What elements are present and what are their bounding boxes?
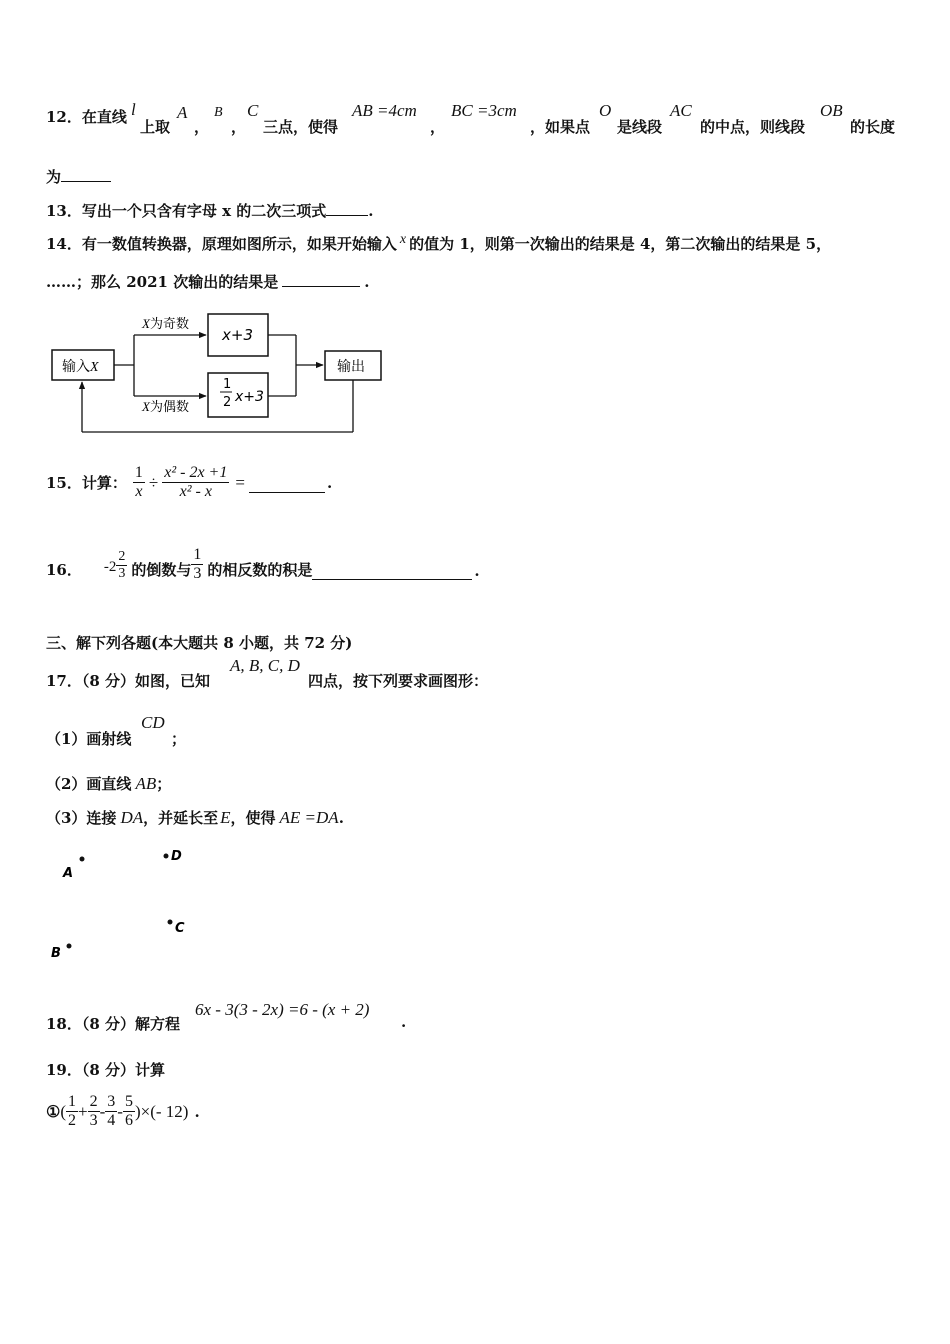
q14-var-x: x — [399, 232, 407, 247]
q12-text-three: 三点，使得 — [263, 118, 339, 136]
point-d-dot — [164, 854, 169, 859]
q16-whole: -2 — [103, 558, 117, 575]
q17-step1-var: CD — [141, 713, 165, 732]
q17-head: 17．（8 分）如图，已知 — [46, 672, 211, 690]
q19-frac-c: $\frac{3}{4}$ — [107, 1093, 116, 1130]
even-expression: x+3 — [235, 389, 264, 405]
q12-text-length: 的长度 — [850, 118, 896, 136]
q19-frac-b: $\frac{2}{3}$ — [89, 1093, 98, 1130]
q12-line2: 为 — [46, 166, 111, 187]
q18: 18．（8 分）解方程 — [46, 1015, 181, 1033]
q12-text-then: 的中点，则线段 — [700, 118, 806, 136]
q12-var-B: B — [214, 105, 223, 120]
q12-ab-eq: AB =4cm — [352, 101, 417, 120]
q17-step1-end: ； — [171, 730, 187, 748]
q15-frac2: $\frac{\text{x² - 2x +1}}{\text{x² - x}}$ — [164, 464, 228, 501]
q13: 13．写出一个只含有字母 x 的二次三项式 . — [46, 202, 374, 220]
q17-tail: 四点，按下列要求画图形： — [308, 672, 489, 690]
q12-var-l: l — [131, 100, 136, 119]
q19-frac-d: $\frac{5}{6}$ — [124, 1093, 133, 1130]
q16-frac: $\frac{1}{3}$ — [193, 546, 202, 583]
q12-sep1: ， — [194, 118, 210, 136]
q12-line1: 12．在直线 — [46, 108, 127, 126]
q18-equation: 6x - 3(3 - 2x) =6 - (x + 2) — [195, 1000, 370, 1019]
q17-step3: （3）连接 DA，并延长至 E，使得 AE =DA. — [46, 808, 344, 827]
q17-step2: （2）画直线 AB； — [46, 774, 172, 793]
odd-condition: X为奇数 — [142, 316, 189, 332]
q12-text-on: 上取 — [140, 118, 171, 136]
q12-var-A: A — [177, 103, 188, 122]
q15-equals: = — [235, 472, 245, 492]
point-b-dot — [67, 944, 72, 949]
answer-blank[interactable] — [312, 565, 472, 580]
q19-part1: ① ( $\frac{1}{2}$ + $\frac{2}{3}$ - $\frac{3}{4}$ - $\frac{5}{6}$ )×(- 12) . — [46, 1093, 200, 1130]
q12-var-C: C — [247, 101, 259, 120]
output-label: 输出 — [337, 359, 365, 375]
q19-head: 19．（8 分）计算 — [46, 1061, 166, 1079]
even-box — [208, 373, 268, 417]
q17-step1: （1）画射线 — [46, 730, 132, 748]
even-frac-num: 1 — [223, 377, 232, 392]
q16: 16． -2 $\frac{2}{3}$ 的倒数与 $\frac{1}{3}$ 的相反数的积是 . — [46, 546, 480, 583]
q19-frac-a: $\frac{1}{2}$ — [68, 1093, 77, 1130]
q12-var-O: O — [599, 101, 612, 120]
even-condition: X为偶数 — [142, 399, 189, 415]
q15-div-op: ÷ — [148, 472, 159, 492]
answer-blank[interactable] — [249, 472, 325, 493]
q12-sep3: ， — [430, 118, 446, 136]
answer-blank[interactable] — [282, 272, 360, 287]
odd-box — [208, 314, 268, 356]
converter-diagram — [40, 300, 400, 440]
input-box — [52, 350, 114, 380]
odd-expression: x+3 — [222, 326, 253, 344]
q12-var-AC: AC — [670, 101, 692, 120]
point-b-label: B — [51, 946, 61, 961]
point-d-label: D — [171, 849, 182, 864]
answer-blank[interactable] — [326, 201, 368, 216]
point-c-label: C — [175, 921, 185, 936]
answer-blank[interactable] — [61, 167, 111, 182]
even-frac-den: 2 — [223, 395, 232, 410]
q15-frac1: $\frac{1}{x}$ — [134, 464, 143, 501]
q12-text-mid: 是线段 — [617, 118, 663, 136]
q15: 15．计算： $\frac{1}{x}$ ÷ $\frac{\text{x² - 2x +1}}{\text{x² - x}}$ = . — [46, 464, 333, 501]
q17-points: A, B, C, D — [230, 656, 300, 675]
input-label: 输入 — [62, 359, 90, 375]
q14-line2: ……；那么 2021 次输出的结果是 . — [46, 273, 370, 291]
q12-text-if: ，如果点 — [530, 118, 591, 136]
section-three-heading: 三、解下列各题(本大题共 8 小题，共 72 分) — [46, 634, 353, 652]
svg-text:输入X — [62, 359, 99, 375]
q12-bc-eq: BC =3cm — [451, 101, 517, 120]
q16-mixed-frac: $\frac{2}{3}$ — [118, 548, 126, 581]
point-c-dot — [168, 920, 173, 925]
q18-end: . — [401, 1013, 407, 1031]
q17-points-figure — [40, 840, 220, 970]
q14-line1: 14．有一数值转换器，原理如图所示，如果开始输入 x 的值为 1，则第一次输出的结果是 4，第二次输出的结果是 5， — [46, 232, 832, 253]
q12-sep2: ， — [231, 118, 247, 136]
q12-var-OB: OB — [820, 101, 843, 120]
input-var: X — [90, 360, 99, 375]
output-box — [325, 351, 381, 380]
point-a-dot — [80, 857, 85, 862]
point-a-label: A — [63, 866, 74, 881]
